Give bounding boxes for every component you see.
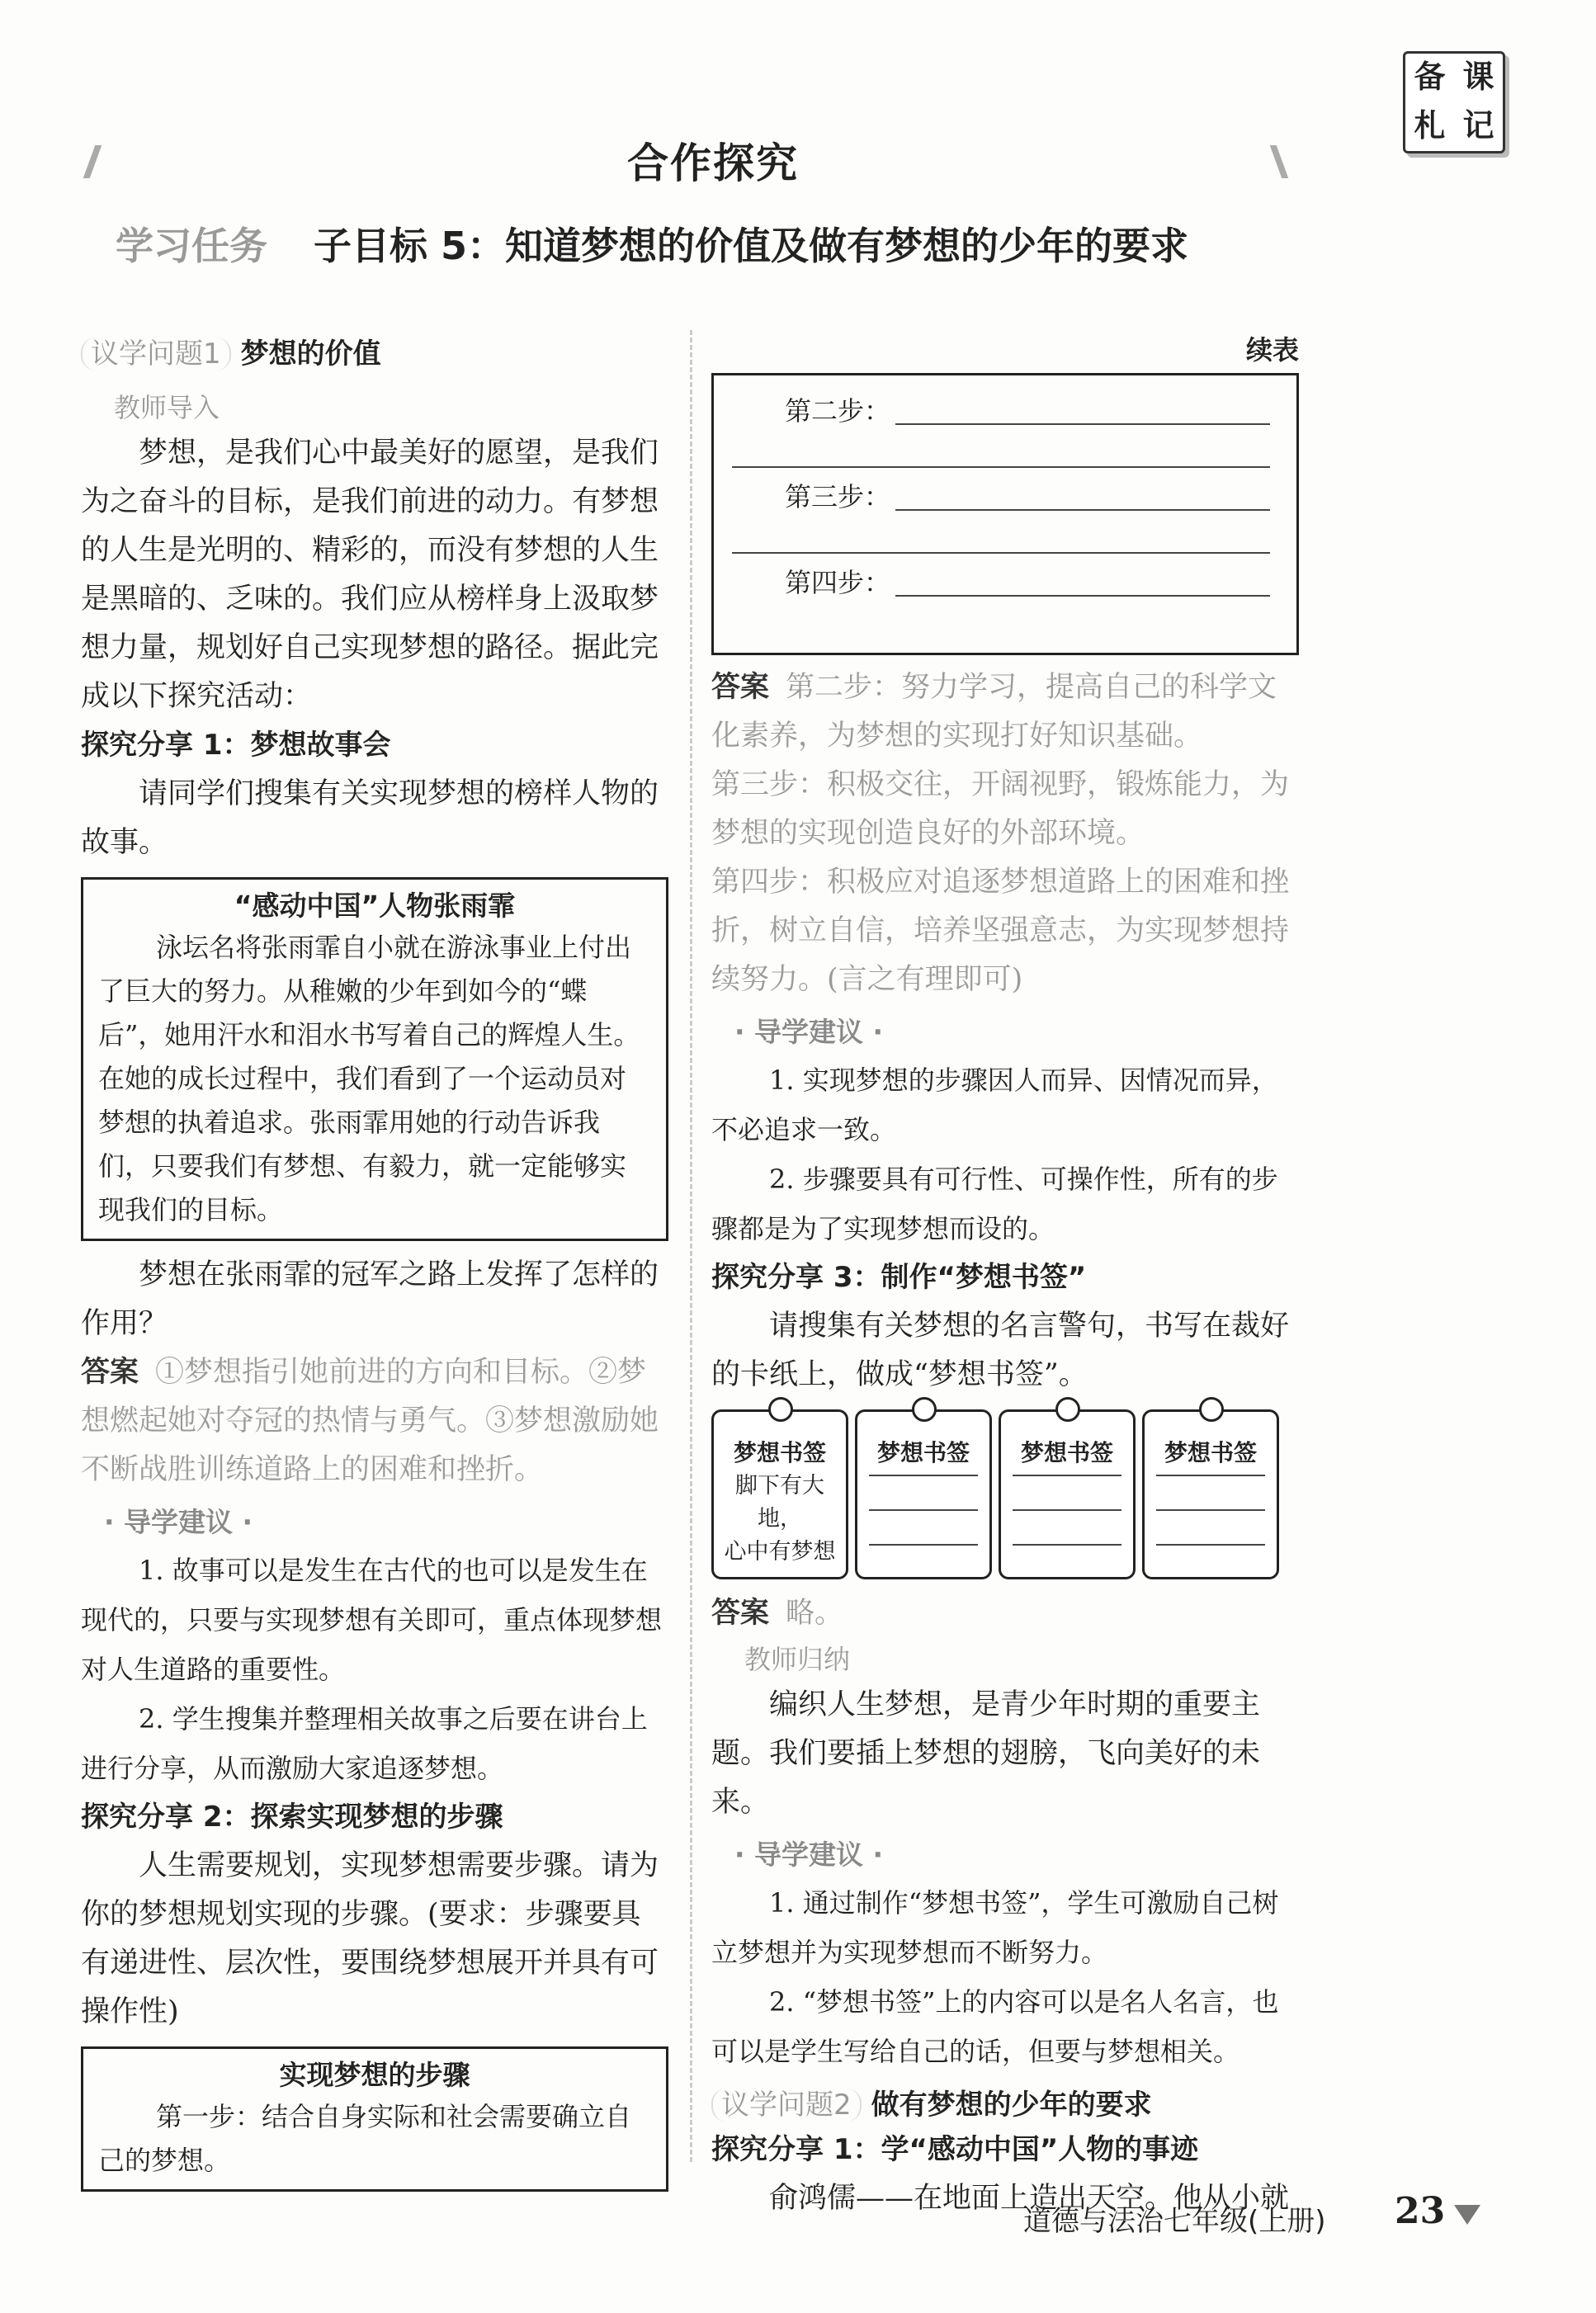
issue1-title: 梦想的价值 [240, 338, 381, 371]
issue2-title: 做有梦想的少年的要求 [871, 2089, 1152, 2122]
left-deco-mark [83, 145, 102, 178]
share1-text: 请同学们搜集有关实现梦想的榜样人物的故事。 [81, 777, 659, 859]
issue2-heading [711, 2084, 1299, 2126]
ring-icon [912, 1397, 937, 1422]
badge-char: 课 [1462, 59, 1494, 95]
guide2-item: 2. 步骤要具有可行性、可操作性，所有的步骤都是为了实现梦想而设的。 [711, 1164, 1278, 1244]
share4-title: 探究分享 1：学“感动中国”人物的事迹 [711, 2133, 1199, 2166]
blank-line [869, 1539, 978, 1546]
blank-line [895, 595, 1270, 597]
badge-char: 札 [1414, 107, 1446, 144]
task-goal: 子目标 5：知道梦想的价值及做有梦想的少年的要求 [314, 224, 1189, 268]
answer2-text: 第二步：努力学习，提高自己的科学文化素养，为梦想的实现打好知识基础。 [711, 671, 1277, 753]
guide1-item: 1. 故事可以是发生在古代的也可以是发生在现代的，只要与实现梦想有关即可，重点体现梦想对人生道路的重要性。 [81, 1555, 663, 1685]
issue2-tag: 议学问题2 [711, 2089, 862, 2122]
bookmark-example: 脚下有大地， [735, 1473, 824, 1532]
right-column [711, 333, 1299, 2223]
step-row [732, 384, 1278, 470]
ring-icon [1199, 1397, 1224, 1422]
box1-title: “感动中国”人物张雨霏 [234, 890, 516, 922]
badge-char: 记 [1462, 107, 1494, 144]
guide-label: · 导学建议 · [734, 1016, 884, 1048]
blank-line [869, 1470, 978, 1476]
answer1-block [81, 1348, 668, 1494]
share3-text: 请搜集有关梦想的名言警句，书写在裁好的卡纸上，做成“梦想书签”。 [711, 1310, 1290, 1391]
guide-label: · 导学建议 · [734, 1839, 884, 1871]
share3-title: 探究分享 3：制作“梦想书签” [711, 1261, 1087, 1294]
blank-line [1013, 1470, 1121, 1476]
page-arrow-icon [1452, 2198, 1482, 2228]
blank-line [1156, 1504, 1265, 1511]
answer-label: 答案 [81, 1356, 139, 1389]
box1-text: 泳坛名将张雨霏自小就在游泳事业上付出了巨大的努力。从稚嫩的少年到如今的“蝶后”，她用汗水和泪水书写着自己的辉煌人生。在她的成长过程中，我们看到了一个运动员对梦想的执着追求。张雨霏用她的行动告诉我们，只要我们有梦想、有毅力，就一定能够实现我们的目标。 [98, 932, 640, 1225]
share4-text: 俞鸿儒——在地面上造出天空。他从小就 [769, 2182, 1290, 2215]
continued-label: 续表 [1245, 334, 1299, 366]
issue1-heading [81, 333, 668, 375]
teacher-intro-label: 教师导入 [114, 392, 220, 423]
answer2-text: 第四步：积极应对追逐梦想道路上的困难和挫折，树立自信，培养坚强意志，为实现梦想持续努力。(言之有理即可) [711, 866, 1290, 996]
blank-line [1156, 1539, 1265, 1546]
page-number: 23 [1395, 2190, 1446, 2232]
guide1-item: 2. 学生搜集并整理相关故事之后要在讲台上进行分享，从而激励大家追逐梦想。 [81, 1703, 648, 1784]
task-heading [116, 216, 1188, 271]
bookmark-title: 梦想书签 [876, 1439, 970, 1466]
blank-line [1013, 1504, 1121, 1511]
task-label: 学习任务 [116, 224, 267, 268]
share2-title: 探究分享 2：探索实现梦想的步骤 [81, 1801, 503, 1834]
bookmark-card [855, 1409, 992, 1579]
blank-line [869, 1504, 978, 1511]
guide3-item: 2. “梦想书签”上的内容可以是名人名言，也可以是学生写给自己的话，但要与梦想相关。 [711, 1986, 1279, 2067]
blank-line [895, 509, 1270, 511]
bookmark-title: 梦想书签 [1020, 1439, 1113, 1466]
left-column [81, 333, 668, 2202]
bookmark-card [999, 1409, 1136, 1579]
issue1-tag: 议学问题1 [81, 338, 231, 371]
blank-line [732, 466, 1270, 468]
badge-char: 备 [1414, 59, 1446, 95]
share2-text: 人生需要规划，实现梦想需要步骤。请为你的梦想规划实现的步骤。(要求：步骤要具有递进性、层次性，要围绕梦想展开并具有可操作性) [81, 1849, 659, 2028]
answer-label: 答案 [711, 671, 770, 704]
blank-line [1013, 1539, 1121, 1546]
bookmark-example: 心中有梦想 [724, 1539, 836, 1565]
bookmark-title: 梦想书签 [733, 1439, 826, 1466]
bookmark-title: 梦想书签 [1164, 1439, 1257, 1466]
step-label: 第二步： [785, 395, 891, 427]
summary-text: 编织人生梦想，是青少年时期的重要主题。我们要插上梦想的翅膀，飞向美好的未来。 [711, 1688, 1261, 1819]
footer-book-title: 道德与法治七年级(上册) [1023, 2205, 1326, 2238]
blank-line [895, 423, 1270, 425]
steps-box [81, 2046, 668, 2192]
question1: 梦想在张雨霏的冠军之路上发挥了怎样的作用？ [81, 1258, 659, 1340]
blank-line [1156, 1470, 1265, 1476]
bookmark-card [711, 1409, 848, 1579]
guide3-item: 1. 通过制作“梦想书签”，学生可激励自己树立梦想并为实现梦想而不断努力。 [711, 1887, 1279, 1968]
bookmark-card [1142, 1409, 1279, 1579]
guide-label: · 导学建议 · [104, 1506, 253, 1538]
column-divider [690, 330, 692, 2162]
answer2-block [711, 663, 1299, 761]
corner-badge [1403, 51, 1505, 153]
step-row [732, 470, 1278, 555]
zhang-yufei-box [81, 877, 668, 1241]
step-label: 第三步： [785, 481, 891, 512]
answer3-text: 略。 [786, 1597, 844, 1630]
answer3-block [711, 1589, 1299, 1638]
teacher-summary-label: 教师归纳 [744, 1644, 851, 1675]
answer2-text: 第三步：积极交往，开阔视野，锻炼能力，为梦想的实现创造良好的外部环境。 [711, 768, 1290, 850]
step-label: 第四步： [785, 567, 891, 598]
intro-paragraph: 梦想，是我们心中最美好的愿望，是我们为之奋斗的目标，是我们前进的动力。有梦想的人生是光明的、精彩的，而没有梦想的人生是黑暗的、乏味的。我们应从榜样身上汲取梦想力量，规划好自己实现梦想的路径。据此完成以下探究活动： [81, 437, 659, 713]
box2-title: 实现梦想的步骤 [279, 2059, 470, 2091]
steps-table [711, 373, 1299, 655]
ring-icon [768, 1397, 793, 1422]
answer1-text: ①梦想指引她前进的方向和目标。②梦想燃起她对夺冠的热情与勇气。③梦想激励她不断战胜训练道路上的困难和挫折。 [81, 1356, 659, 1486]
section-title: 合作探究 [627, 139, 799, 187]
step-row [732, 555, 1278, 641]
bookmark-row [711, 1409, 1299, 1579]
blank-line [732, 552, 1270, 554]
right-deco-mark [1270, 145, 1289, 178]
box2-text: 第一步：结合自身实际和社会需要确立自己的梦想。 [98, 2101, 632, 2176]
guide2-item: 1. 实现梦想的步骤因人而异、因情况而异，不必追求一致。 [711, 1064, 1278, 1145]
share1-title: 探究分享 1：梦想故事会 [81, 729, 391, 762]
ring-icon [1055, 1397, 1080, 1422]
answer-label: 答案 [711, 1597, 770, 1630]
